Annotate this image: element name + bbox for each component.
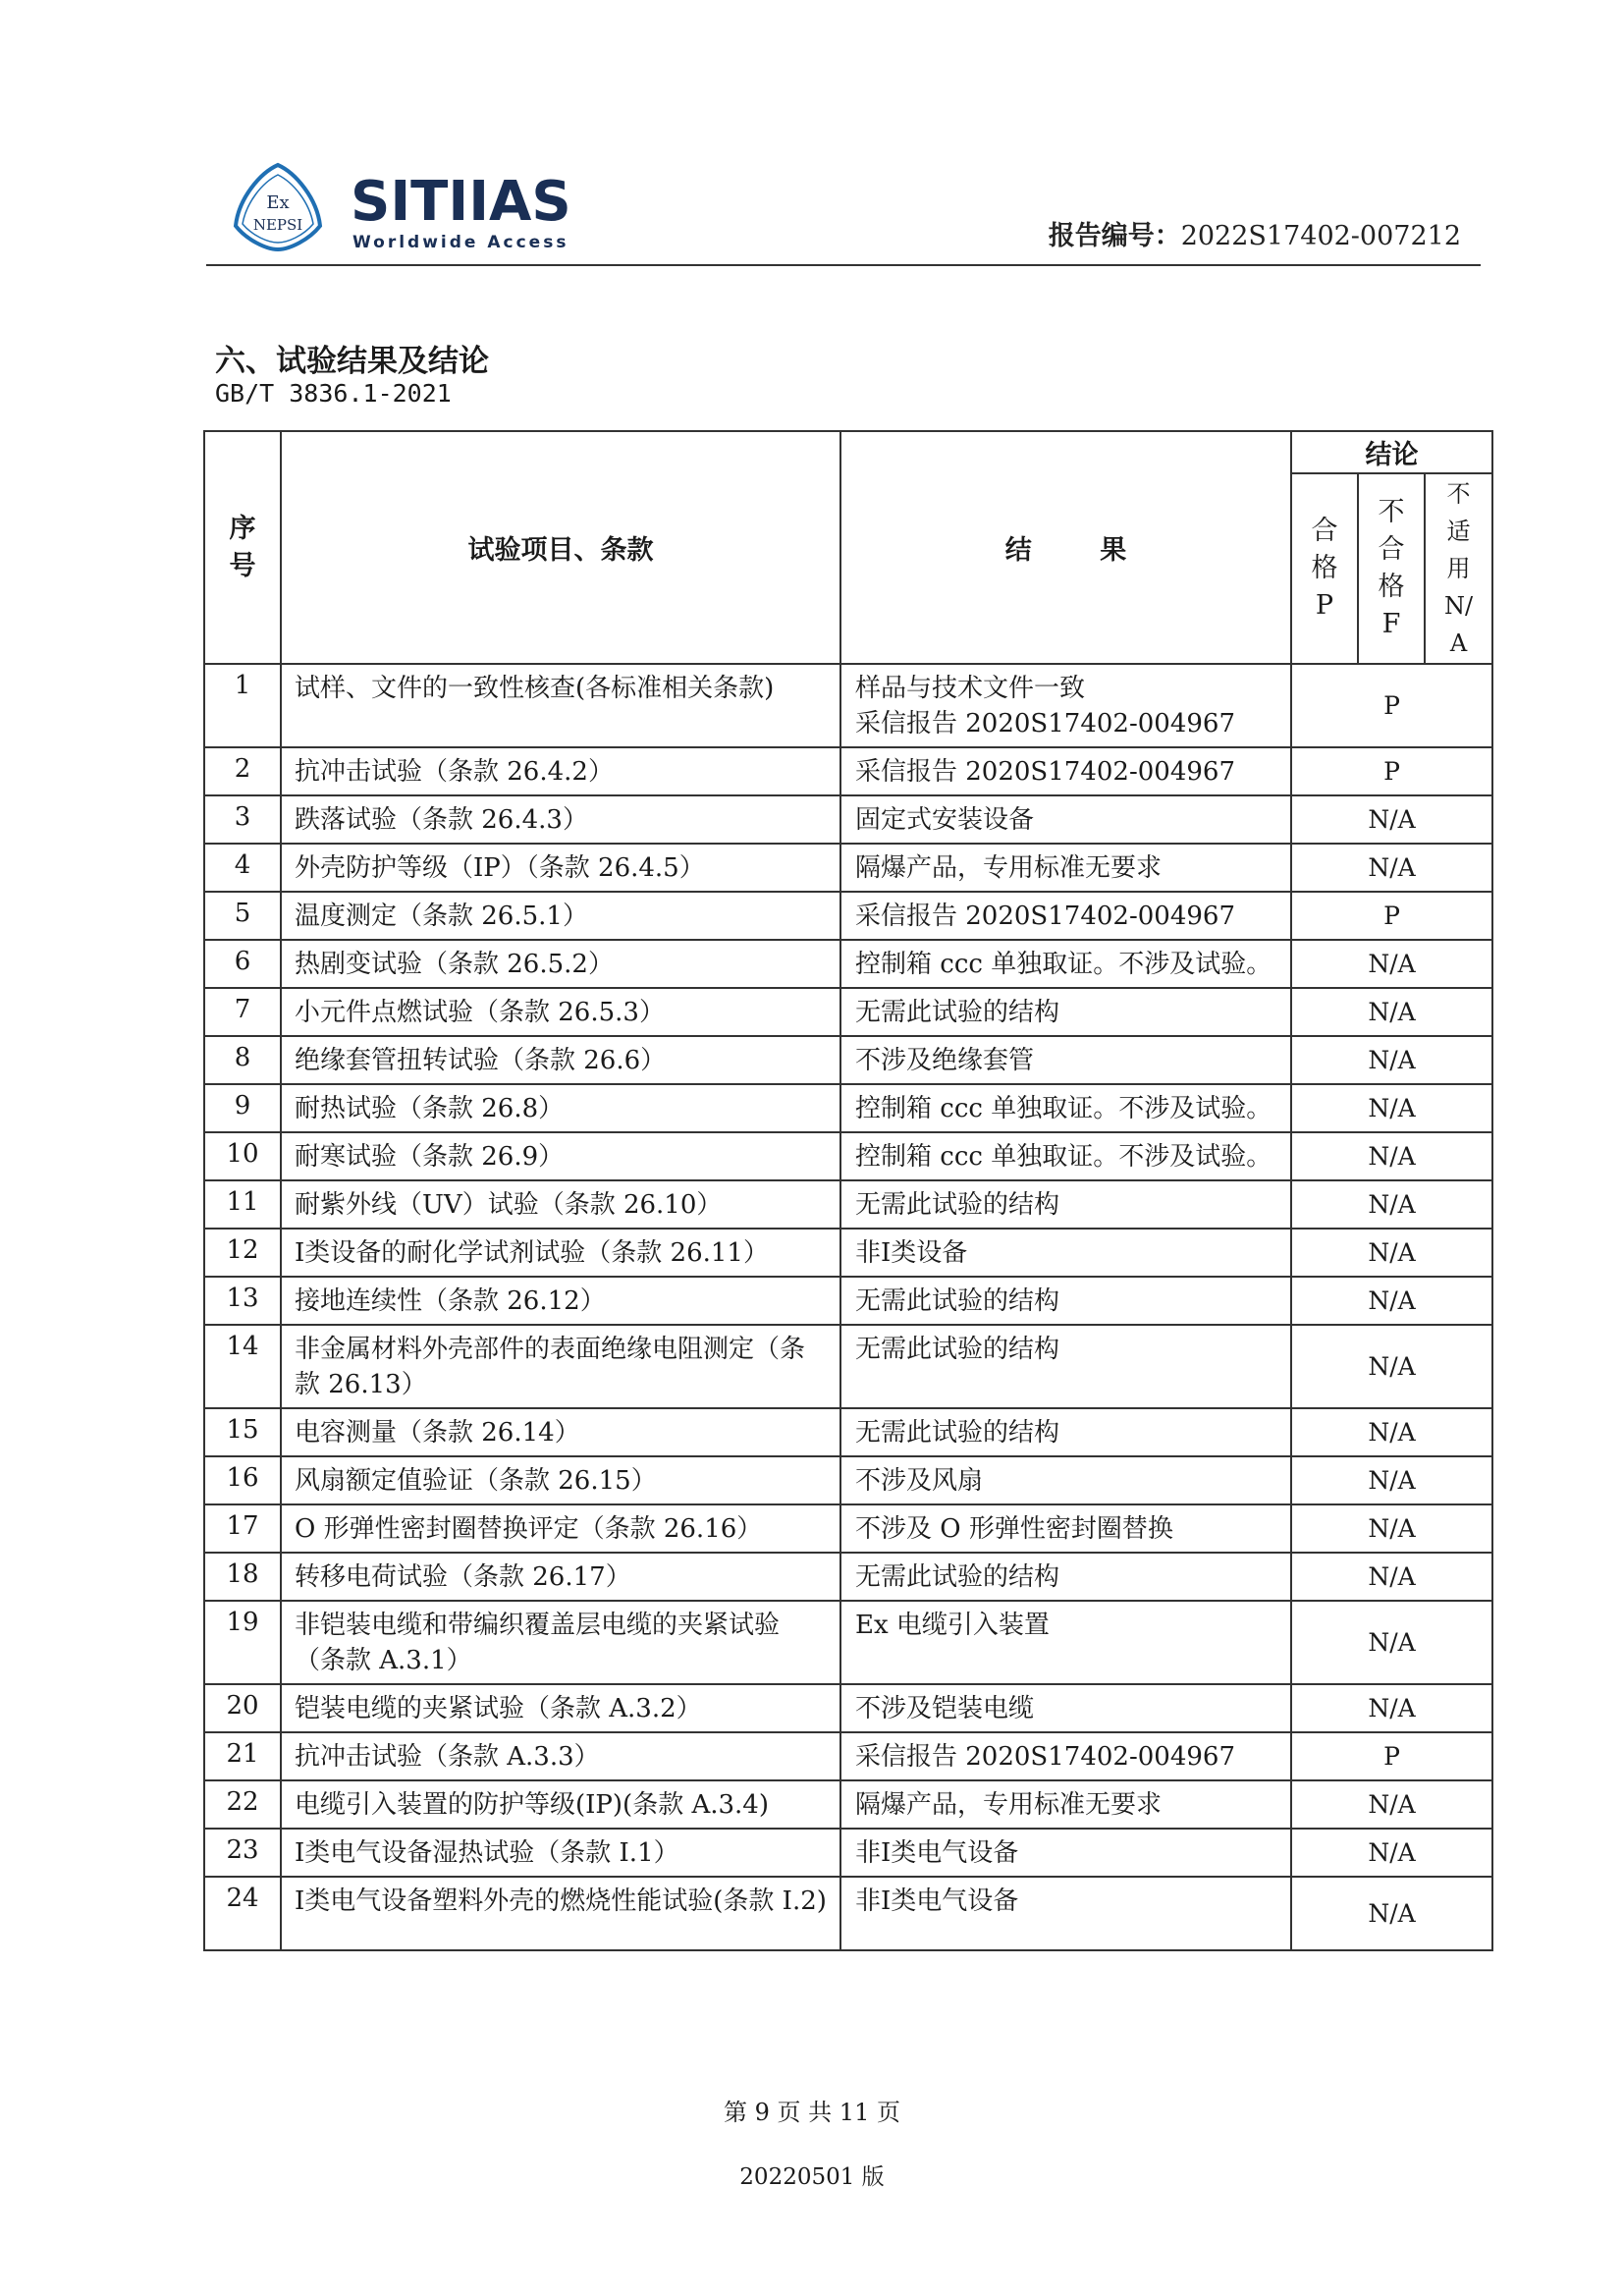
- verdict: N/A: [1291, 1277, 1492, 1325]
- table-row: [204, 1084, 1492, 1132]
- row-number: 10: [204, 1132, 281, 1180]
- table-row: [204, 1877, 1492, 1950]
- logo-tagline-text: Worldwide Access: [352, 233, 569, 252]
- table-row: [204, 1036, 1492, 1084]
- test-result: 无需此试验的结构: [840, 1553, 1291, 1601]
- test-result: 隔爆产品，专用标准无要求: [840, 844, 1291, 892]
- row-number: 16: [204, 1456, 281, 1504]
- test-result: 控制箱 ccc 单独取证。不涉及试验。: [840, 1132, 1291, 1180]
- verdict: N/A: [1291, 1180, 1492, 1229]
- row-number: 3: [204, 795, 281, 844]
- test-result: 采信报告 2020S17402-004967: [840, 1732, 1291, 1780]
- row-number: 17: [204, 1504, 281, 1553]
- verdict: N/A: [1291, 1408, 1492, 1456]
- logo-brand-text: SITIIAS: [351, 170, 571, 234]
- section-title: 六、试验结果及结论: [215, 344, 489, 379]
- row-number: 2: [204, 747, 281, 795]
- table-row: [204, 1180, 1492, 1229]
- test-item: 转移电荷试验（条款 26.17）: [281, 1553, 840, 1601]
- test-item: 非金属材料外壳部件的表面绝缘电阻测定（条款 26.13）: [281, 1325, 840, 1408]
- test-result: 不涉及铠装电缆: [840, 1684, 1291, 1732]
- row-number: 14: [204, 1325, 281, 1408]
- row-number: 6: [204, 940, 281, 988]
- test-result: 无需此试验的结构: [840, 1325, 1291, 1408]
- verdict: N/A: [1291, 1325, 1492, 1408]
- table-row: [204, 844, 1492, 892]
- test-result: 无需此试验的结构: [840, 1277, 1291, 1325]
- test-result: 采信报告 2020S17402-004967: [840, 892, 1291, 940]
- row-number: 12: [204, 1229, 281, 1277]
- verdict: N/A: [1291, 1504, 1492, 1553]
- table-row: [204, 1732, 1492, 1780]
- verdict: N/A: [1291, 795, 1492, 844]
- verdict: N/A: [1291, 1877, 1492, 1950]
- test-item: 耐热试验（条款 26.8）: [281, 1084, 840, 1132]
- test-result: 样品与技术文件一致 采信报告 2020S17402-004967: [840, 664, 1291, 747]
- test-result: 隔爆产品，专用标准无要求: [840, 1780, 1291, 1829]
- test-item: 耐紫外线（UV）试验（条款 26.10）: [281, 1180, 840, 1229]
- table-row: [204, 940, 1492, 988]
- test-result: 非Ⅰ类电气设备: [840, 1877, 1291, 1950]
- row-number: 15: [204, 1408, 281, 1456]
- table-row: [204, 1229, 1492, 1277]
- header-item: 试验项目、条款: [281, 431, 840, 664]
- table-row: [204, 1504, 1492, 1553]
- row-number: 20: [204, 1684, 281, 1732]
- verdict: P: [1291, 892, 1492, 940]
- test-item: 绝缘套管扭转试验（条款 26.6）: [281, 1036, 840, 1084]
- standard-code: GB/T 3836.1-2021: [215, 379, 452, 408]
- table-row: [204, 795, 1492, 844]
- table-row: [204, 1601, 1492, 1684]
- verdict: N/A: [1291, 1684, 1492, 1732]
- table-row: [204, 988, 1492, 1036]
- row-number: 18: [204, 1553, 281, 1601]
- test-item: Ⅰ类设备的耐化学试剂试验（条款 26.11）: [281, 1229, 840, 1277]
- verdict: N/A: [1291, 1036, 1492, 1084]
- logo-nepsi-text: NEPSI: [252, 216, 303, 234]
- test-item: Ⅰ类电气设备塑料外壳的燃烧性能试验(条款 I.2): [281, 1877, 840, 1950]
- row-number: 19: [204, 1601, 281, 1684]
- row-number: 24: [204, 1877, 281, 1950]
- table-row: [204, 1780, 1492, 1829]
- row-number: 5: [204, 892, 281, 940]
- report-number: [1049, 214, 1461, 252]
- test-result: 不涉及绝缘套管: [840, 1036, 1291, 1084]
- test-item: 铠装电缆的夹紧试验（条款 A.3.2）: [281, 1684, 840, 1732]
- test-item: 小元件点燃试验（条款 26.5.3）: [281, 988, 840, 1036]
- report-number-value: 2022S17402-007212: [1180, 221, 1461, 251]
- test-result: Ex 电缆引入装置: [840, 1601, 1291, 1684]
- test-results-table: [203, 430, 1493, 1951]
- test-result: 无需此试验的结构: [840, 1408, 1291, 1456]
- test-item: 电容测量（条款 26.14）: [281, 1408, 840, 1456]
- row-number: 9: [204, 1084, 281, 1132]
- table-row: [204, 1325, 1492, 1408]
- verdict: N/A: [1291, 1132, 1492, 1180]
- table-row: [204, 1408, 1492, 1456]
- test-item: 抗冲击试验（条款 26.4.2）: [281, 747, 840, 795]
- row-number: 21: [204, 1732, 281, 1780]
- row-number: 22: [204, 1780, 281, 1829]
- table-row: [204, 1132, 1492, 1180]
- verdict: N/A: [1291, 940, 1492, 988]
- table-body: [204, 664, 1492, 1950]
- table-row: [204, 747, 1492, 795]
- header-na: 不适用N/A: [1425, 473, 1492, 664]
- verdict: P: [1291, 664, 1492, 747]
- verdict: N/A: [1291, 1229, 1492, 1277]
- header-fail: 不合格F: [1358, 473, 1425, 664]
- test-item: 耐寒试验（条款 26.9）: [281, 1132, 840, 1180]
- header-divider: [206, 264, 1481, 266]
- test-result: 非Ⅰ类设备: [840, 1229, 1291, 1277]
- verdict: P: [1291, 747, 1492, 795]
- test-result: 无需此试验的结构: [840, 1180, 1291, 1229]
- table-row: [204, 1553, 1492, 1601]
- verdict: P: [1291, 1732, 1492, 1780]
- test-item: 非铠装电缆和带编织覆盖层电缆的夹紧试验（条款 A.3.1）: [281, 1601, 840, 1684]
- test-result: 不涉及 O 形弹性密封圈替换: [840, 1504, 1291, 1553]
- verdict: N/A: [1291, 1456, 1492, 1504]
- test-item: 外壳防护等级（IP）（条款 26.4.5）: [281, 844, 840, 892]
- report-number-label: 报告编号：: [1048, 221, 1181, 251]
- test-item: 热剧变试验（条款 26.5.2）: [281, 940, 840, 988]
- test-item: 电缆引入装置的防护等级(IP)(条款 A.3.4): [281, 1780, 840, 1829]
- logo-ex-text: Ex: [266, 192, 290, 213]
- header-seq: 序号: [204, 431, 281, 664]
- company-logo: [231, 159, 604, 257]
- version-label: 20220501 版: [739, 2164, 885, 2190]
- row-number: 11: [204, 1180, 281, 1229]
- verdict: N/A: [1291, 988, 1492, 1036]
- table-row: [204, 1277, 1492, 1325]
- test-item: 温度测定（条款 26.5.1）: [281, 892, 840, 940]
- table-row: [204, 1684, 1492, 1732]
- row-number: 13: [204, 1277, 281, 1325]
- verdict: N/A: [1291, 1780, 1492, 1829]
- test-item: 跌落试验（条款 26.4.3）: [281, 795, 840, 844]
- verdict: N/A: [1291, 1084, 1492, 1132]
- row-number: 23: [204, 1829, 281, 1877]
- test-item: 接地连续性（条款 26.12）: [281, 1277, 840, 1325]
- test-result: 采信报告 2020S17402-004967: [840, 747, 1291, 795]
- header-result: 结 果: [840, 431, 1291, 664]
- row-number: 8: [204, 1036, 281, 1084]
- test-result: 控制箱 ccc 单独取证。不涉及试验。: [840, 940, 1291, 988]
- verdict: N/A: [1291, 1829, 1492, 1877]
- verdict: N/A: [1291, 844, 1492, 892]
- table-row: [204, 1456, 1492, 1504]
- row-number: 4: [204, 844, 281, 892]
- header-pass: 合格P: [1291, 473, 1358, 664]
- test-item: 试样、文件的一致性核查(各标准相关条款): [281, 664, 840, 747]
- verdict: N/A: [1291, 1553, 1492, 1601]
- row-number: 1: [204, 664, 281, 747]
- test-result: 控制箱 ccc 单独取证。不涉及试验。: [840, 1084, 1291, 1132]
- test-result: 无需此试验的结构: [840, 988, 1291, 1036]
- test-item: O 形弹性密封圈替换评定（条款 26.16）: [281, 1504, 840, 1553]
- page-number: 第 9 页 共 11 页: [724, 2099, 900, 2126]
- verdict: N/A: [1291, 1601, 1492, 1684]
- table-row: [204, 892, 1492, 940]
- test-result: 不涉及风扇: [840, 1456, 1291, 1504]
- table-row: [204, 1829, 1492, 1877]
- row-number: 7: [204, 988, 281, 1036]
- test-item: 风扇额定值验证（条款 26.15）: [281, 1456, 840, 1504]
- test-result: 非Ⅰ类电气设备: [840, 1829, 1291, 1877]
- test-item: 抗冲击试验（条款 A.3.3）: [281, 1732, 840, 1780]
- test-result: 固定式安装设备: [840, 795, 1291, 844]
- header-verdict: 结论: [1291, 431, 1492, 473]
- table-row: [204, 664, 1492, 747]
- test-item: Ⅰ类电气设备湿热试验（条款 I.1）: [281, 1829, 840, 1877]
